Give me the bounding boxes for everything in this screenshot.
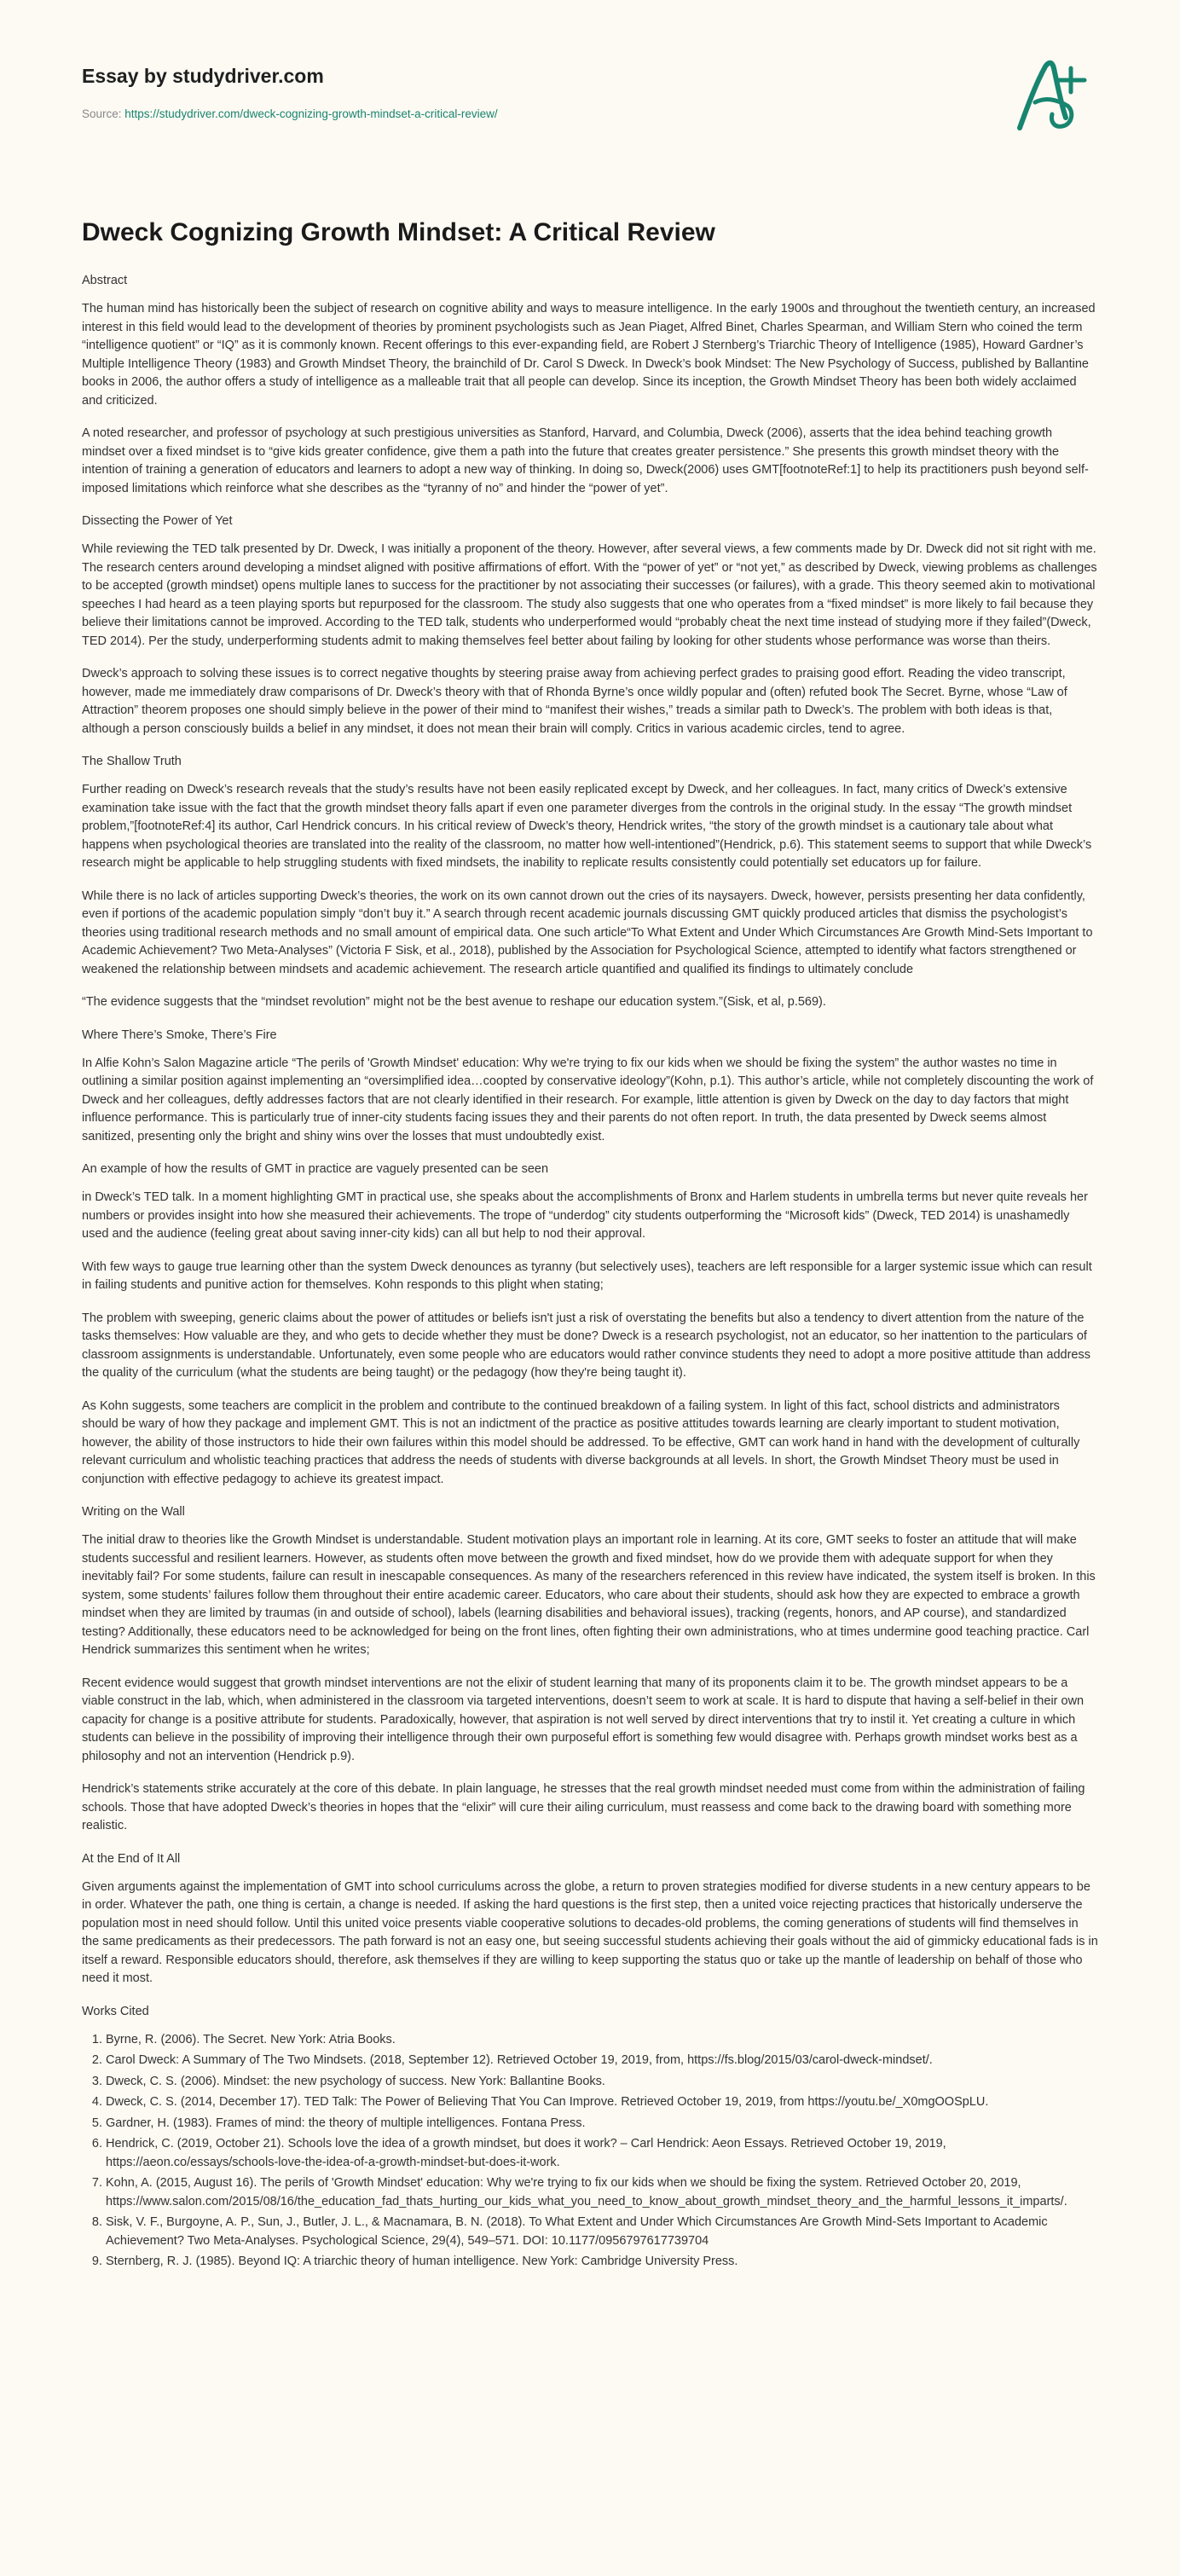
paragraph: With few ways to gauge true learning other than the system Dweck denounces as tyranny (but selectively uses), teachers are left responsible for a larger systemic issue which can result in failing students and punitive action for themselves. Kohn responds to this plight when stating; — [82, 1259, 1092, 1292]
works-cited-text: Byrne, R. (2006). The Secret. New York: Atria Books. — [106, 2032, 396, 2046]
paragraph: While there is no lack of articles supporting Dweck’s theories, the work on its own cannot drown out the cries of its naysayers. Dweck, however, persists presenting her data confidently, even if portions of the academic population simply “don’t buy it.” A search through recent academic journals discussing GMT quickly produced articles that dismiss the psychologist’s theories using traditional research methods and no small amount of empirical data. One such article“To What Extent and Under Which Circumstances Are Growth Mind-Sets Important to Academic Achievement? Two Meta-Analyses” (Victoria F Sisk, et al., 2018), published by the Association for Psychological Science, attempted to identify what factors strengthened or weakened the relationship between mindsets and academic achievement. The research article quantified and qualified its findings to ultimately conclude — [82, 889, 1093, 976]
paragraph: Recent evidence would suggest that growth mindset interventions are not the elixir of student learning that many of its proponents claim it to be. The growth mindset appears to be a viable construct in the lab, which, when administered in the classroom via targeted interventions, doesn’t seem to work at scale. It is hard to dispute that having a self-belief in their own capacity for change is a positive attribute for students. Paradoxically, however, that aspiration is not well served by direct interventions that try to instil it. Yet creating a culture in which students can believe in the possibility of improving their intelligence through their own purposeful effort is something few would disagree with. Perhaps growth mindset works best as a philosophy and not an intervention (Hendrick p.9). — [82, 1676, 1085, 1763]
works-cited-text: Sternberg, R. J. (1985). Beyond IQ: A triarchic theory of human intelligence. New York: Cambridge University Press. — [106, 2255, 738, 2268]
paragraph: Further reading on Dweck’s research reveals that the study’s results have not been easily replicated except by Dweck, and her colleagues. In fact, many critics of Dweck’s extensive examination take issue with the fact that the growth mindset theory falls apart if even one parameter diverges from the controls in the original study. In the essay “The growth mindset problem,”[footnoteRef:4] its author, Carl Hendrick concurs. In his critical review of Dweck’s theory, Hendrick writes, “the story of the growth mindset is a cautionary tale about what happens when psychological theories are translated into the reality of the classroom, no matter how well-intentioned”(Hendrick, p.6). This statement seems to support that while Dweck’s research might be applicable to help struggling students with fixed mindsets, the inability to replicate results consistently could potentially set educators up for failure. — [82, 783, 1092, 870]
works-cited-item — [106, 2115, 1098, 2133]
paragraph: The problem with sweeping, generic claims about the power of attitudes or beliefs isn't just a risk of overstating the benefits but also a tendency to divert attention from the nature of the tasks themselves: How valuable are they, and who gets to decide whether they must be done? Dweck is a research psychologist, not an educator, so her inattention to the particulars of classroom assignments is understandable. Unfortunately, even some people who are educators would rather convince students they need to adopt a more positive attitude than address the quality of the curriculum (what the students are being taught) or the pedagogy (how they're being taught it). — [82, 1311, 1090, 1380]
section-heading: Works Cited — [82, 2004, 149, 2018]
paragraph: “The evidence suggests that the “mindset revolution” might not be the best avenue to reshape our education system.”(Sisk, et al, p.569). — [82, 995, 826, 1009]
section-heading: At the End of It All — [82, 1851, 181, 1866]
works-cited-text: Dweck, C. S. (2006). Mindset: the new psychology of success. New York: Ballantine Books. — [106, 2074, 605, 2088]
section-heading: Abstract — [82, 274, 128, 287]
paragraph: Hendrick’s statements strike accurately at the core of this debate. In plain language, he stresses that the real growth mindset needed must come from within the administration of failing schools. Those that have adopted Dweck’s theories in hopes that the “elixir” will cure their ailing curriculum, must reassess and come back to the drawing board with something more realistic. — [82, 1782, 1085, 1832]
source-label: Source: — [82, 107, 125, 120]
article-content — [82, 217, 1098, 2274]
studydriver-logo-icon — [1004, 49, 1098, 135]
works-cited-text: Kohn, A. (2015, August 16). The perils of 'Growth Mindset' education: Why we're trying to fix our kids when we should be fixing the system. Retrieved October 20, 2019, https://www.salon.com/2015/08/16/the_education_fad_thats_hurting_our_kids_what_you_need_to_know_about_growth_mindset_theory_and_the_harmful_lessons_it_imparts/. — [106, 2176, 1067, 2208]
site-title: Essay by studydriver.com — [82, 65, 324, 87]
paragraph: A noted researcher, and professor of psychology at such prestigious universities as Stanford, Harvard, and Columbia, Dweck (2006), asserts that the idea behind teaching growth mindset over a fixed mindset is to “give kids greater confidence, give them a path into the future that creates greater persistence.” She presents this growth mindset theory with the intention of training a generation of educators and learners to adopt a new way of thinking. In doing so, Dweck(2006) uses GMT[footnoteRef:1] to help its practitioners push beyond self-imposed limitations which reinforce what she describes as the “tyranny of no” and hinder the “power of yet”. — [82, 426, 1089, 495]
page-header — [82, 49, 1098, 143]
section-heading: Dissecting the Power of Yet — [82, 514, 233, 528]
works-cited-item — [106, 2073, 1098, 2092]
works-cited-item — [106, 2253, 1098, 2272]
section-heading: Writing on the Wall — [82, 1505, 185, 1519]
source-line — [82, 107, 498, 120]
section-heading: The Shallow Truth — [82, 755, 182, 768]
works-cited-list — [82, 2031, 1098, 2272]
paragraph: In Alfie Kohn’s Salon Magazine article “The perils of 'Growth Mindset' education: Why we're trying to fix our kids when we should be fixing the system” the author wastes no time in outlining a similar position against implementing an “oversimplified idea…coopted by conservative ideology”(Kohn, p.1). This author’s article, while not completely discounting the work of Dweck and her colleagues, deftly addresses factors that are not clearly identified in their research. For example, little attention is given by Dweck on the day to day factors that might influence performance. This is particularly true of inner-city students facing issues they and their parents do not often report. In truth, the data presented by Dweck seems almost sanitized, presenting only the bright and shiny wins over the losses that must undoubtedly exist. — [82, 1056, 1094, 1143]
section-heading: An example of how the results of GMT in practice are vaguely presented can be seen — [82, 1162, 549, 1176]
section-heading: Where There’s Smoke, There’s Fire — [82, 1028, 277, 1042]
page-title: Dweck Cognizing Growth Mindset: A Critical Review — [82, 218, 715, 246]
works-cited-text: Carol Dweck: A Summary of The Two Mindsets. (2018, September 12). Retrieved October 19, 2019, from, https://fs.blog/2015/03/carol-dweck-mindset/. — [106, 2053, 933, 2067]
works-cited-text: Dweck, C. S. (2014, December 17). TED Talk: The Power of Believing That You Can Improve. Retrieved October 19, 2019, from https://youtu.be/_X0mgOOSpLU. — [106, 2095, 989, 2109]
works-cited-text: Gardner, H. (1983). Frames of mind: the theory of multiple intelligences. Fontana Press. — [106, 2116, 586, 2130]
works-cited-text: Hendrick, C. (2019, October 21). Schools love the idea of a growth mindset, but does it work? – Carl Hendrick: Aeon Essays. Retrieved October 19, 2019, https://aeon.co/essays/schools-love-the-idea-of-a-growth-mindset-but-does-it-work. — [106, 2137, 946, 2169]
paragraph: As Kohn suggests, some teachers are complicit in the problem and contribute to the continued breakdown of a failing system. In light of this fact, school districts and administrators should be wary of how they package and implement GMT. This is not an indictment of the practice as positive attitudes towards learning are clearly important to student motivation, however, the ability of those instructors to hide their own failures within this model should be addressed. To be effective, GMT can work hand in hand with the development of culturally relevant curriculum and wholistic teaching practices that address the needs of students with diverse backgrounds at all levels. In short, the Growth Mindset Theory must be used in conjunction with effective pedagogy to achieve its greatest impact. — [82, 1398, 1080, 1486]
paragraph: Dweck’s approach to solving these issues is to correct negative thoughts by steering praise away from achieving perfect grades to praising good effort. Reading the video transcript, however, made me immediately draw comparisons of Dr. Dweck’s theory with that of Rhonda Byrne’s once wildly popular and (often) refuted book The Secret. Byrne, whose “Law of Attraction” theorem proposes one should simply believe in the power of their mind to “manifest their wishes,” treads a similar path to Dweck’s. The problem with both ideas is that, although a person consciously builds a belief in any mindset, it does not mean their brain will comply. Critics in various academic circles, tend to agree. — [82, 667, 1067, 736]
works-cited-text: Sisk, V. F., Burgoyne, A. P., Sun, J., Butler, J. L., & Macnamara, B. N. (2018). To What Extent and Under Which Circumstances Are Growth Mind-Sets Important to Academic Achievement? Two Meta-Analyses. Psychological Science, 29(4), 549–571. DOI: 10.1177/0956797617739704 — [106, 2215, 1048, 2248]
paragraph: While reviewing the TED talk presented by Dr. Dweck, I was initially a proponent of the theory. However, after several views, a few comments made by Dr. Dweck did not sit right with me. The research centers around developing a mindset aligned with positive affirmations of effort. With the “power of yet” or “not yet,” as described by Dweck, viewing problems as challenges to be accepted (growth mindset) opens multiple lanes to success for the practitioner by not associating their successes (or failures), with a grade. This theory seemed akin to motivational speeches I had heard as a teen playing sports but repurposed for the classroom. The study also suggests that one who operates from a “fixed mindset” is more likely to fail because they believe their limitations cannot be improved. According to the TED talk, students who underperformed would “probably cheat the next time instead of studying more if they failed”(Dweck, TED 2014). Per the study, underperforming students admit to making themselves feel better about failing by looking for other students whose performance was worse than theirs. — [82, 542, 1097, 648]
works-cited-item — [106, 2174, 1098, 2211]
paragraph: The human mind has historically been the subject of research on cognitive ability and ways to measure intelligence. In the early 1900s and throughout the twentieth century, an increased interest in this field would lead to the development of theories by prominent psychologists such as Jean Piaget, Alfred Binet, Charles Spearman, and William Stern who coined the term “intelligence quotient” or “IQ” as it is commonly known. Recent offerings to this ever-expanding field, are Robert J Sternberg’s Triarchic Theory of Intelligence (1985), Howard Gardner’s Multiple Intelligence Theory (1983) and Growth Mindset Theory, the brainchild of Dr. Carol S Dweck. In Dweck’s book Mindset: The New Psychology of Success, published by Ballantine books in 2006, the author offers a study of intelligence as a malleable trait that all people can develop. Since its inception, the Growth Mindset Theory has been both widely acclaimed and criticized. — [82, 302, 1096, 408]
works-cited-item — [106, 2093, 1098, 2112]
paragraph: The initial draw to theories like the Growth Mindset is understandable. Student motivation plays an important role in learning. At its core, GMT seeks to foster an attitude that will make students successful and resilient learners. However, as students often move between the growth and fixed mindset, how do we provide them with adequate support for when they inevitably fail? For some students, failure can result in inescapable consequences. As many of the researchers referenced in this review have indicated, the system itself is broken. In this system, some students’ failures follow them throughout their entire academic career. Educators, who care about their students, should ask how they are expected to embrace a growth mindset when they are limited by traumas (in and outside of school), labels (learning disabilities and behavioral issues), tracking (regents, honors, and AP course), and standardized testing? Additionally, these educators need to be acknowledged for being on the front lines, often fighting their own administrations, who at times undermine good teaching practice. Carl Hendrick summarizes this sentiment when he writes; — [82, 1533, 1096, 1657]
works-cited-item — [106, 2214, 1098, 2250]
works-cited-item — [106, 2135, 1098, 2172]
source-link[interactable]: https://studydriver.com/dweck-cognizing-growth-mindset-a-critical-review/ — [124, 107, 498, 120]
works-cited-item — [106, 2052, 1098, 2070]
paragraph: Given arguments against the implementation of GMT into school curriculums across the globe, a return to proven strategies modified for diverse students in a new century appears to be in order. Whatever the path, one thing is certain, a change is needed. If asking the hard questions is the first step, then a united voice rejecting practices that historically underserve the population most in need should follow. Until this united voice presents viable cooperative solutions to decades-old problems, the coming generations of students will find themselves in the same predicaments as their predecessors. The path forward is not an easy one, but seeing successful students achieving their goals without the aid of gimmicky educational fads is in itself a reward. Responsible educators should, therefore, ask themselves if they are willing to keep supporting the status quo or take up the mantle of leadership on behalf of those who need it most. — [82, 1879, 1098, 1985]
works-cited-item — [106, 2031, 1098, 2050]
paragraph: in Dweck’s TED talk. In a moment highlighting GMT in practical use, she speaks about the accomplishments of Bronx and Harlem students in umbrella terms but never quite reveals her numbers or provides insight into how she measured their achievements. The trope of “underdog” city students outperforming the “Microsoft kids” (Dweck, TED 2014) is unashamedly used and the audience (feeling great about saving inner-city kids) can all but help to nod their approval. — [82, 1190, 1088, 1241]
article-body — [82, 272, 1098, 2021]
